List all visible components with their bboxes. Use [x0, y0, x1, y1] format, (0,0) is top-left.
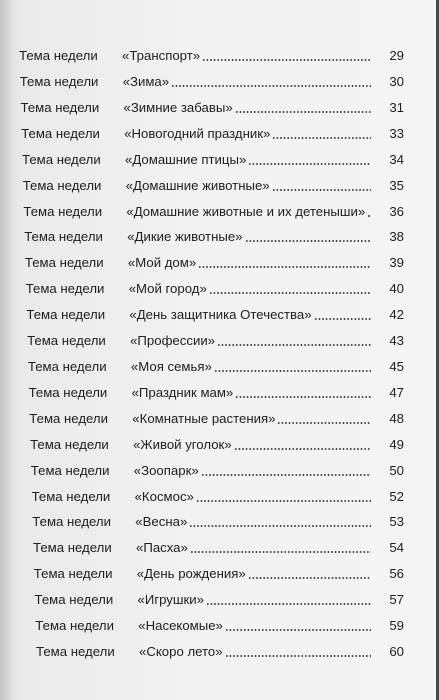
- toc-page-number: 36: [389, 203, 404, 219]
- toc-entry-title: «Живой уголок»: [133, 436, 232, 452]
- toc-dot-leader: [277, 422, 371, 424]
- toc-entry-title: «Новогодний праздник»: [124, 125, 271, 141]
- toc-entry-label: Тема недели: [27, 333, 106, 348]
- toc-dot-leader: [214, 370, 371, 372]
- toc-entry-title: «Транспорт»: [122, 48, 201, 63]
- toc-page-number: 53: [389, 514, 404, 530]
- toc-entry: [30, 436, 404, 454]
- toc-entry: [31, 462, 404, 480]
- toc-entry-title: «Скоро лето»: [139, 644, 223, 659]
- toc-entry-label: Тема недели: [31, 488, 111, 504]
- toc-entry-title: «Домашние животные»: [125, 177, 270, 193]
- toc-page-number: 56: [389, 566, 404, 582]
- toc-page-number: 42: [389, 307, 404, 323]
- toc-dot-leader: [198, 266, 371, 268]
- toc-dot-leader: [189, 525, 371, 527]
- toc-entry-title: «День рождения»: [136, 566, 246, 582]
- toc-entry-title: «Весна»: [135, 514, 188, 530]
- toc-dot-leader: [171, 85, 371, 87]
- toc-entry-label: Тема недели: [35, 618, 114, 634]
- toc-page-number: 39: [389, 255, 404, 271]
- toc-page-number: 48: [389, 410, 404, 426]
- toc-dot-leader: [217, 344, 371, 346]
- toc-entry-title: «Мой дом»: [127, 255, 197, 271]
- toc-entry-label: Тема недели: [28, 384, 108, 400]
- toc-entry-label: Тема недели: [22, 177, 102, 193]
- toc-entry-title: «День защитника Отечества»: [129, 307, 312, 323]
- toc-entry-label: Тема недели: [24, 255, 104, 271]
- toc-page-number: 29: [389, 48, 404, 63]
- toc-page-number: 59: [389, 618, 404, 634]
- toc-entry-label: Тема недели: [19, 73, 99, 89]
- toc-entry-label: Тема недели: [34, 592, 114, 608]
- toc-entry-label: Тема недели: [29, 410, 108, 426]
- toc-dot-leader: [248, 577, 371, 579]
- toc-entry-title: «Домашние животные и их детеныши»: [126, 203, 366, 219]
- toc-dot-leader: [202, 59, 371, 61]
- toc-entry-title: «Космос»: [134, 488, 194, 504]
- toc-entry-title: «Праздник мам»: [131, 384, 234, 400]
- toc-dot-leader: [272, 189, 371, 191]
- toc-entry-title: «Мой город»: [128, 281, 207, 297]
- toc-entry: [24, 228, 404, 246]
- toc-entry: [19, 47, 404, 65]
- toc-page-number: 35: [389, 177, 404, 193]
- toc-entry: [34, 565, 404, 583]
- toc-dot-leader: [201, 474, 371, 476]
- toc-dot-leader: [367, 215, 371, 217]
- toc-entry-title: «Зима»: [122, 73, 170, 89]
- toc-entry: [32, 513, 404, 531]
- toc-entry: [26, 306, 404, 324]
- toc-page-number: 33: [389, 125, 404, 141]
- toc-entry: [35, 617, 404, 635]
- toc-entry-title: «Моя семья»: [130, 359, 212, 374]
- toc-entry: [21, 125, 404, 143]
- toc-entry: [20, 73, 404, 91]
- toc-entry: [23, 177, 404, 195]
- toc-entry: [29, 384, 404, 402]
- toc-entry: [27, 332, 404, 350]
- toc-entry: [21, 99, 405, 117]
- toc-entry: [22, 151, 404, 169]
- toc-page-number: 52: [389, 488, 404, 504]
- toc-entry: [29, 410, 404, 428]
- toc-page-number: 49: [389, 436, 404, 452]
- toc-entry: [25, 254, 404, 272]
- toc-page-number: 40: [389, 281, 404, 297]
- toc-entry-label: Тема недели: [30, 462, 110, 478]
- toc-dot-leader: [206, 603, 371, 605]
- toc-entry: [26, 280, 404, 298]
- toc-page-number: 34: [389, 151, 404, 167]
- toc-entry-title: «Зоопарк»: [133, 462, 199, 478]
- toc-page-number: 47: [389, 384, 404, 400]
- toc-entry: [32, 488, 404, 506]
- toc-page-number: 50: [389, 462, 404, 478]
- toc-page-number: 38: [389, 229, 404, 245]
- toc-entry: [36, 643, 404, 661]
- toc-page-number: 54: [389, 540, 404, 556]
- toc-page-number: 45: [389, 359, 404, 374]
- toc-dot-leader: [248, 163, 371, 165]
- toc-entry-label: Тема недели: [26, 307, 106, 323]
- toc-entry-label: Тема недели: [32, 514, 111, 530]
- toc-entry: [28, 358, 404, 376]
- toc-dot-leader: [234, 448, 371, 450]
- toc-page-number: 31: [389, 99, 404, 115]
- toc-entry-label: Тема недели: [19, 48, 98, 63]
- toc-dot-leader: [272, 137, 371, 139]
- toc-entry-label: Тема недели: [20, 99, 100, 115]
- toc-entry-title: «Домашние птицы»: [125, 151, 247, 167]
- toc-entry-title: «Игрушки»: [137, 592, 204, 608]
- toc-dot-leader: [225, 655, 371, 657]
- toc-entry-label: Тема недели: [33, 540, 112, 556]
- toc-dot-leader: [235, 111, 371, 113]
- toc-entry-label: Тема недели: [22, 151, 101, 167]
- toc-entry-title: «Комнатные растения»: [132, 410, 276, 426]
- toc-entry-title: «Зимние забавы»: [123, 99, 233, 115]
- toc-entry-title: «Насекомые»: [138, 618, 223, 634]
- toc-entry-title: «Дикие животные»: [127, 229, 243, 245]
- toc-page-number: 30: [389, 73, 404, 89]
- toc-dot-leader: [190, 551, 371, 553]
- toc-page-number: 43: [389, 333, 404, 348]
- toc-dot-leader: [225, 629, 371, 631]
- toc-entry: [23, 203, 404, 221]
- toc-entry: [35, 591, 405, 609]
- toc-entry-label: Тема недели: [36, 644, 115, 659]
- toc-entry-label: Тема недели: [33, 566, 113, 582]
- toc-dot-leader: [245, 240, 371, 242]
- toc-entry-label: Тема недели: [27, 359, 107, 374]
- toc-entry: [33, 539, 404, 557]
- toc-page-number: 57: [389, 592, 404, 608]
- toc-page-number: 60: [389, 644, 404, 659]
- toc-dot-leader: [196, 500, 371, 502]
- toc-entry-title: «Пасха»: [136, 540, 188, 556]
- toc-dot-leader: [209, 292, 371, 294]
- toc-dot-leader: [314, 318, 371, 320]
- toc-entry-label: Тема недели: [21, 125, 100, 141]
- toc-entry-label: Тема недели: [30, 436, 109, 452]
- toc-dot-leader: [235, 396, 371, 398]
- toc-entry-label: Тема недели: [25, 281, 105, 297]
- toc-entry-label: Тема недели: [24, 229, 103, 245]
- toc-entry-title: «Профессии»: [130, 333, 216, 348]
- toc-entry-label: Тема недели: [23, 203, 103, 219]
